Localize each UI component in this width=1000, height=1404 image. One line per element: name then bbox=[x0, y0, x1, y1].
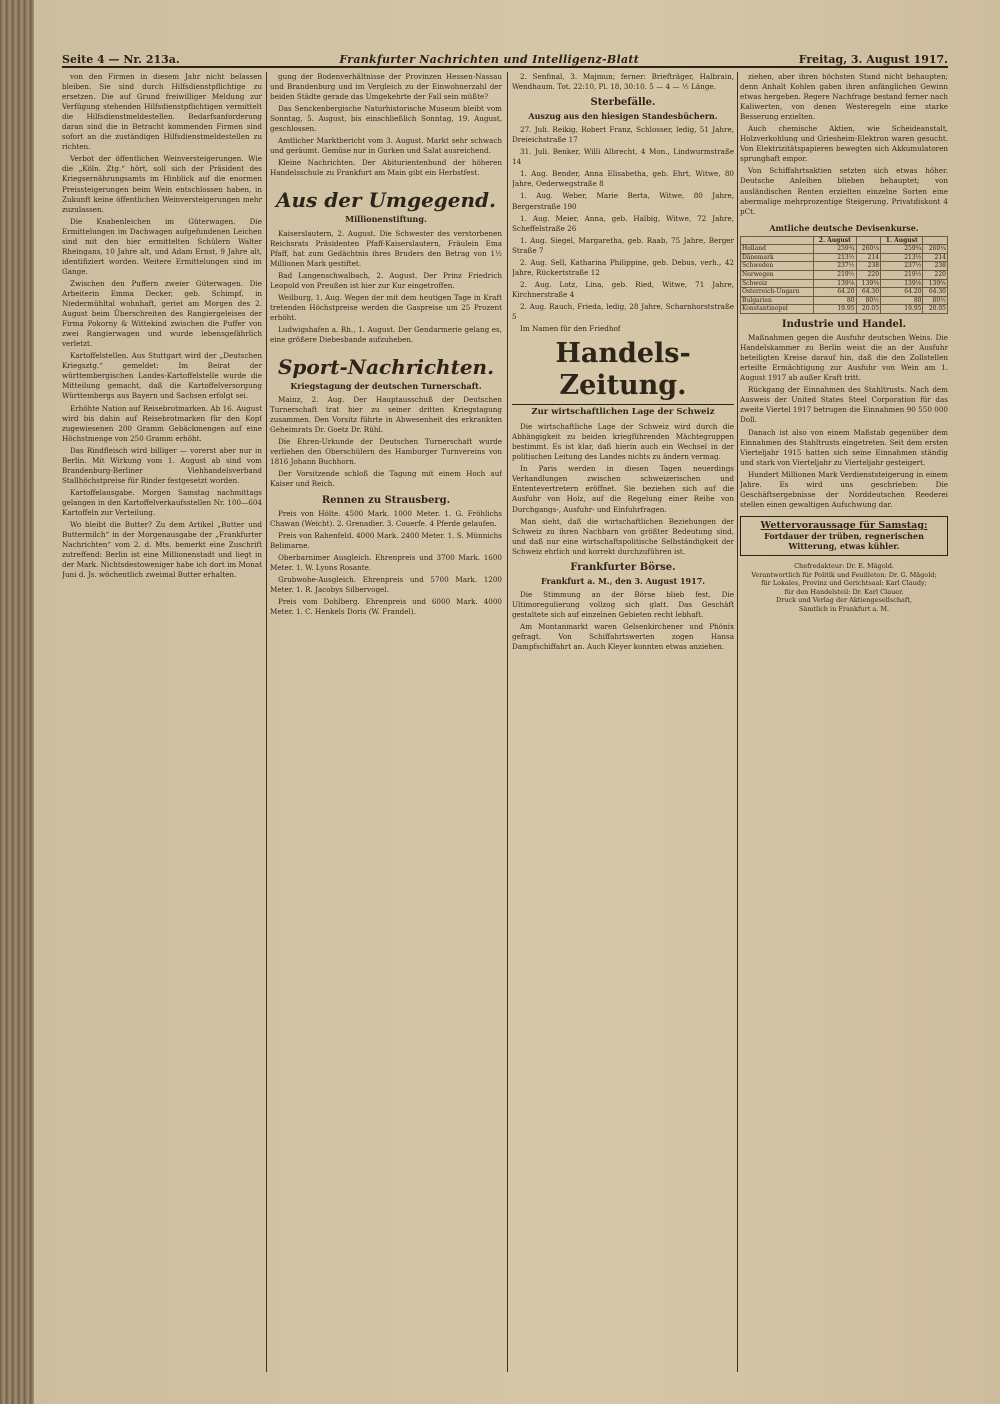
handels-zeitung-title: Handels-Zeitung. bbox=[555, 338, 691, 402]
rate-cell: 2. August bbox=[814, 236, 856, 245]
rate-cell: 1. August bbox=[881, 236, 923, 245]
article-paragraph: Zwischen den Puffern zweier Güterwagen. Die Arbeiterin Emma Decker, geb. Schimpf, in Niedermühltal wohnhaft, geriet am Morgen des 2. August beim Überschreiten des Rangiergeleises der Firma Pokorny & Wittekind zwischen die Puffer von zwei Rangierwagen und wurde lebensgefährlich verletzt. bbox=[62, 278, 262, 349]
section-title-umgegend: Aus der Umgegend. bbox=[276, 188, 496, 213]
deaths-heading: Sterbefälle. bbox=[590, 97, 656, 109]
rate-cell bbox=[856, 236, 881, 245]
rate-cell: 80 bbox=[881, 296, 923, 305]
death-entry: 1. Aug. Siegel, Margaretha, geb. Raab, 75 Jahre, Berger Straße 7 bbox=[512, 235, 734, 255]
rate-cell: 64.30 bbox=[856, 288, 881, 297]
article-paragraph: Hundert Millionen Mark Verdienststeigerung in einem Jahre. Es wird uns geschrieben: Die Geschäftsergebnisse der Norddeutschen Reederei stellen einen gewaltigen Aufschwung dar. bbox=[740, 469, 948, 509]
rate-cell: Österreich-Ungarn bbox=[741, 288, 814, 297]
death-entry: 1. Aug. Bender, Anna Elisabetha, geb. Ehrt, Witwe, 80 Jahre, Oederwegstraße 8 bbox=[512, 169, 734, 189]
article-paragraph: Kartoffelausgabe. Morgen Samstag nachmittags gelangen in den Kartoffelverkaufsstellen Nr. 100—604 Kartoffeln zur Verteilung. bbox=[62, 487, 262, 517]
article-paragraph: Die wirtschaftliche Lage der Schweiz wird durch die Abhängigkeit zu beiden kriegführenden Mächtegruppen bestimmt. Es ist klar, daß hierin auch ein Wechsel in der politischen Leitung des Landes nichts zu ändern vermag. bbox=[512, 422, 734, 462]
rate-cell: 64.20 bbox=[814, 288, 856, 297]
column-4 bbox=[740, 72, 948, 1372]
rate-cell: 139⅛ bbox=[814, 279, 856, 288]
page-header bbox=[62, 44, 948, 68]
article-paragraph: Das Senckenbergische Naturhistorische Museum bleibt vom Sonntag, 5. August, bis einschließlich Sonntag, 19. August, geschlossen. bbox=[270, 104, 502, 134]
race-result: Preis vom Dohlberg. Ehrenpreis und 6000 Mark. 4000 Meter. 1. C. Henkels Doris (W. Frandel). bbox=[270, 596, 502, 616]
rate-cell: 20.05 bbox=[923, 305, 948, 314]
article-paragraph: Die Stimmung an der Börse blieb fest. Die Ultimoregulierung vollzog sich glatt. Das Geschäft gestaltete sich auf einzelnen Gebieten recht lebhaft. bbox=[512, 589, 734, 619]
imprint-line: für Lokales, Provinz und Gerichtsaal: Karl Claudy; bbox=[761, 579, 927, 588]
rate-cell: 214 bbox=[923, 253, 948, 262]
article-paragraph: In Paris werden in diesen Tagen neuerdings Verhandlungen zwischen schweizerischen und Ententevertretern eröffnet. Sie beziehen sich auf die Ausfuhr von Holz, auf die Regelung einer Reihe von Durchgangs-, Ausfuhr- und Einfuhrfragen. bbox=[512, 464, 734, 514]
weather-heading: Wettervoraussage für Samstag: bbox=[760, 519, 928, 531]
article-paragraph: Maßnahmen gegen die Ausfuhr deutschen Weins. Die Handelskammer zu Berlin weist die an der Ausfuhr beteiligten Kreise darauf hin, daß die den Zollstellen erteilte Ermächtigung zur Ausfuhr von Wein am 1. August 1917 ab außer Kraft tritt. bbox=[740, 333, 948, 383]
race-result: Oberbarnimer Ausgleich. Ehrenpreis und 3700 Mark. 1600 Meter. 1. W. Lyons Rosante. bbox=[270, 552, 502, 572]
deaths-subheading: Auszug aus den hiesigen Standesbüchern. bbox=[528, 111, 718, 122]
rate-cell: Schweiz bbox=[741, 279, 814, 288]
rate-cell: Holland bbox=[741, 245, 814, 254]
rate-cell: 80½ bbox=[923, 296, 948, 305]
exchange-rates-table bbox=[740, 236, 948, 314]
rates-header-row bbox=[741, 236, 948, 245]
article-paragraph: Man sieht, daß die wirtschaftlichen Beziehungen der Schweiz zu ihren Nachbarn von größter Bedeutung sind, und daß nur eine wirtschaftspolitische Selbständigkeit der Schweiz ehrlich und korrekt durchzuführen ist. bbox=[512, 516, 734, 556]
race-result: Preis von Rahenfeld. 4000 Mark. 2400 Meter. 1. S. Münnichs Belimarne. bbox=[270, 530, 502, 550]
rate-cell: Dänemark bbox=[741, 253, 814, 262]
death-entry: 2. Aug. Rauch, Frieda, ledig, 28 Jahre, Scharnhorststraße 5 bbox=[512, 301, 734, 321]
article-paragraph: Kartoffelstellen. Aus Stuttgart wird der „Deutschen Kriegsztg.“ gemeldet: Im Beirat der württembergischen Landes-Kartoffelstelle wurde die Mitteilung gemacht, daß die Kartoffelversorgung Württembergs aus Bayern und Sachsen erfolgt sei. bbox=[62, 351, 262, 401]
article-paragraph: gung der Bodenverhältnisse der Provinzen Hessen-Nassau und Brandenburg und im Vergleich zu der Einwohnerzahl der beiden Städte gerade das Umgekehrte der Fall sein müßte? bbox=[270, 72, 502, 102]
rates-row bbox=[741, 296, 948, 305]
rate-cell: 213½ bbox=[814, 253, 856, 262]
imprint-line: Chefredakteur: Dr. E. Mägold. bbox=[794, 562, 894, 571]
article-paragraph: Amtlicher Marktbericht vom 3. August. Markt sehr schwach und geräumt. Gemüse nur in Gurken und Salat ausreichend. bbox=[270, 136, 502, 156]
rate-cell: 19.95 bbox=[814, 305, 856, 314]
rate-cell: 139⅛ bbox=[881, 279, 923, 288]
bourse-heading: Frankfurter Börse. bbox=[570, 561, 676, 573]
rate-cell: 237½ bbox=[814, 262, 856, 271]
rates-row bbox=[741, 262, 948, 271]
column-2 bbox=[270, 72, 502, 1372]
article-paragraph: Mainz, 2. Aug. Der Hauptausschuß der Deutschen Turnerschaft trat hier zu seiner dritten Kriegstagung zusammen. Den Vorsitz führte in Abwesenheit des erkrankten Geheimrats Dr. Goetz Dr. Rühl. bbox=[270, 395, 502, 435]
death-entry: 31. Juli. Benker, Willi Albrecht, 4 Mon., Lindwurmstraße 14 bbox=[512, 147, 734, 167]
rate-cell: 259¾ bbox=[881, 245, 923, 254]
rate-cell: 19.95 bbox=[881, 305, 923, 314]
rate-cell: 219½ bbox=[814, 271, 856, 280]
rate-cell: 220 bbox=[856, 271, 881, 280]
bourse-dateline: Frankfurt a. M., den 3. August 1917. bbox=[540, 575, 706, 586]
death-entry: 2. Aug. Lotz, Lina, geb. Ried, Witwe, 71 Jahre, Kirchnerstraße 4 bbox=[512, 279, 734, 299]
rate-cell: Norwegen bbox=[741, 271, 814, 280]
column-rule bbox=[266, 72, 267, 1372]
article-paragraph: Wo bleibt die Butter? Zu dem Artikel „Butter und Buttermilch“ in der Morgenausgabe der „Frankfurter Nachrichten“ vom 2. d. Mts. bemerkt eine Zuschrift zutreffend: Berlin ist eine Millionenstadt und liegt in der Mark. Nichtsdestoweniger habe ich dort im Monat Juni d. Js. wöchentlich zweimal Butter erhalten. bbox=[62, 520, 262, 580]
article-paragraph: ziehen, aber ihren höchsten Stand nicht behaupten; denn Anhalt Kohlen gaben ihren anfänglichen Gewinn etwas hergeben. Regere Nachfrage bestand ferner nach Kaliwerten, von denen Westeregeln eine starke Besserung erzielten. bbox=[740, 72, 948, 122]
rate-cell: 237½ bbox=[881, 262, 923, 271]
rates-row bbox=[741, 245, 948, 254]
article-paragraph: Ludwigshafen a. Rh., 1. August. Der Gendarmerie gelang es, eine größere Diebesbande aufzuheben. bbox=[270, 324, 502, 344]
rate-cell: 238 bbox=[856, 262, 881, 271]
masthead: Frankfurter Nachrichten und Intelligenz-Blatt bbox=[339, 53, 640, 66]
article-paragraph: Weilburg, 1. Aug. Wegen der mit dem heutigen Tage in Kraft tretenden Höchstpreise werden die Gaspreise um 25 Prozent erhöht. bbox=[270, 292, 502, 322]
rate-cell: 80 bbox=[814, 296, 856, 305]
article-paragraph: Die Knabenleichen im Güterwagen. Die Ermittelungen im Dachwagen aufgefundenen Leichen sind mit den hier ermittelten Schülern Walter Rheingans, 10 Jahre alt, und Adam Ernst, 9 Jahre alt, identifiziert worden. Weitere Ermittelungen sind im Gange. bbox=[62, 216, 262, 276]
rate-cell: 64.20 bbox=[881, 288, 923, 297]
rate-cell: 139⅜ bbox=[923, 279, 948, 288]
article-paragraph: Kaiserslautern, 2. August. Die Schwester des verstorbenen Reichsrats Präsidenten Pfaff-Kaiserslautern, Fräulein Ema Pfaff, hat zum Gedächtnis ihres Bruders den Betrag von 1½ Millionen Mark gestiftet. bbox=[270, 228, 502, 268]
rate-cell: 220 bbox=[923, 271, 948, 280]
article-paragraph: Danach ist also von einem Maßstab gegenüber dem Einnahmen des Stahltrusts eingetreten. Seit dem ersten Vierteljahr 1915 hatten sich seine Einnahmen ständig und stark von Vierteljahr zu Vierteljahr gesteigert. bbox=[740, 427, 948, 467]
weather-forecast: Fortdauer der trüben, regnerischen Witterung, etwas kühler. bbox=[764, 530, 924, 551]
industry-heading: Industrie und Handel. bbox=[781, 319, 907, 331]
races-heading: Rennen zu Strausberg. bbox=[321, 494, 451, 506]
handels-zeitung-subtitle: Zur wirtschaftlichen Lage der Schweiz bbox=[512, 404, 734, 417]
column-rule bbox=[507, 72, 508, 1372]
rate-cell: 260¼ bbox=[923, 245, 948, 254]
section-title-sport: Sport-Nachrichten. bbox=[277, 355, 495, 380]
rate-cell: 139⅜ bbox=[856, 279, 881, 288]
rate-cell: 219½ bbox=[881, 271, 923, 280]
issue-date: Freitag, 3. August 1917. bbox=[798, 53, 948, 66]
rate-cell: 20.05 bbox=[856, 305, 881, 314]
rates-row bbox=[741, 271, 948, 280]
imprint-line: Verantwortlich für Politik und Feuilleton: Dr. G. Mägold; bbox=[751, 570, 937, 579]
exchange-rates-heading: Amtliche deutsche Devisenkurse. bbox=[769, 222, 919, 233]
book-spine bbox=[0, 0, 34, 1404]
rate-cell: 238 bbox=[923, 262, 948, 271]
rate-cell: 259¾ bbox=[814, 245, 856, 254]
rates-row bbox=[741, 279, 948, 288]
article-paragraph: Erhöhte Nation auf Reisebrotmarken. Ab 16. August wird bis dahin auf Reisebrotmarken für den Kopf zugewiesenen 200 Gramm Gebäckmengen auf eine Höchstmenge von 250 Gramm erhöht. bbox=[62, 403, 262, 443]
imprint-line: Sämtlich in Frankfurt a. M. bbox=[798, 604, 890, 613]
column-1 bbox=[62, 72, 262, 1372]
article-paragraph: Die Ehren-Urkunde der Deutschen Turnerschaft wurde verliehen den Oberschülern des Hamburger Turnvereins von 1816 Johann Buchhorn. bbox=[270, 437, 502, 467]
weather-box bbox=[740, 516, 948, 556]
imprint-line: Druck und Verlag der Aktiengesellschaft, bbox=[776, 596, 912, 605]
article-paragraph: Auch chemische Aktien, wie Scheideanstalt, Holzverkohlung und Griesheim-Elektron waren gesucht. Von Elektrizitätspapieren bewegten sich Akkumulatoren sprunghaft empor. bbox=[740, 124, 948, 164]
rate-cell: Bulgarien bbox=[741, 296, 814, 305]
rate-cell: Konstantinopel bbox=[741, 305, 814, 314]
article-paragraph: 2. Senfinal, 3. Majmun; ferner: Briefträger, Halbrain, Wendhaum. Tot. 22:10, Pl. 18, 30:10. 5 — 4 — ½ Länge. bbox=[512, 72, 734, 92]
rates-row bbox=[741, 253, 948, 262]
death-entry: 2. Aug. Sell, Katharina Philippine, geb. Debus, verh., 42 Jahre, Rückertstraße 12 bbox=[512, 257, 734, 277]
section-subtitle: Millionenstiftung. bbox=[345, 214, 427, 225]
article-paragraph: Das Rindfleisch wird billiger — vorerst aber nur in Berlin. Mit Wirkung vom 1. August ab sind vom Brandenburg-Berliner Viehhandelsverband Stallhöchstpreise für Rinder festgesetzt worden. bbox=[62, 445, 262, 485]
rate-cell: 80½ bbox=[856, 296, 881, 305]
imprint bbox=[740, 562, 948, 613]
article-paragraph: Rückgang der Einnahmen des Stahltrusts. Nach dem Ausweis der United States Steel Corporation für das zweite Viertel 1917 betrugen die Einnahmen 90 550 000 Doll. bbox=[740, 385, 948, 425]
rate-cell: 260¼ bbox=[856, 245, 881, 254]
death-entry: 1. Aug. Meier, Anna, geb. Halbig, Witwe, 72 Jahre, Scheffelstraße 26 bbox=[512, 213, 734, 233]
rate-cell: Schweden bbox=[741, 262, 814, 271]
column-3 bbox=[512, 72, 734, 1372]
article-paragraph: Bad Langenschwalbach, 2. August. Der Prinz Friedrich Leopold von Preußen ist hier zur Kur eingetroffen. bbox=[270, 270, 502, 290]
article-paragraph: Der Vorsitzende schloß die Tagung mit einem Hoch auf Kaiser und Reich. bbox=[270, 469, 502, 489]
deaths-note: Im Namen für den Friedhof bbox=[520, 324, 621, 334]
race-result: Preis von Hölte. 4500 Mark. 1000 Meter. 1. G. Fröhlichs Chawan (Weicht). 2. Grenadier. 3. Couerfe. 4 Pferde gelaufen. bbox=[270, 508, 502, 528]
article-paragraph: Verbot der öffentlichen Weinversteigerungen. Wie die „Köln. Ztg.“ hört, soll sich der Präsident des Kriegsernährungsamts im Hinblick auf die enormen Preissteigerungen beim Wein entschlossen haben, in Zukunft keine öffentlichen Weinversteigerungen mehr zuzulassen. bbox=[62, 154, 262, 214]
imprint-line: für den Handelsteil: Dr. Karl Clauer. bbox=[784, 587, 904, 596]
death-entry: 1. Aug. Weber, Marie Berta, Witwe, 80 Jahre, Bergerstraße 190 bbox=[512, 191, 734, 211]
race-result: Grubwohe-Ausgleich. Ehrenpreis und 5700 Mark. 1200 Meter. 1. R. Jacobys Silbervogel. bbox=[270, 574, 502, 594]
article-paragraph: Am Montanmarkt waren Gelsenkirchener und Phönix gefragt. Von Schiffahrtswerten zogen Hansa Dampfschiffahrt an. Auch Kleyer konnten etwas anziehen. bbox=[512, 621, 734, 652]
rate-cell bbox=[741, 236, 814, 245]
section-subtitle: Kriegstagung der deutschen Turnerschaft. bbox=[290, 381, 482, 392]
rate-cell bbox=[923, 236, 948, 245]
article-paragraph: Kleine Nachrichten. Der Abiturientenbund der höheren Handelsschule zu Frankfurt am Main gibt ein Herbstfest. bbox=[270, 158, 502, 178]
rates-row bbox=[741, 305, 948, 314]
rate-cell: 64.30 bbox=[923, 288, 948, 297]
article-paragraph: von den Firmen in diesem Jahr nicht belassen bleiben. Sie sind durch Hilfsdienstpflichtige zu ersetzen. Die auf Grund freiwilliger Meldung zur Verfügung stehenden Hilfsdienstpflichtigen vermittelt die Hilfsdienstmeldestellen. Bedarfsanforderung daran sind die in Betracht kommenden Firmen sind sofort an die zuständigen Hilfsdienstmeldestellen zu richten. bbox=[62, 72, 262, 152]
rate-cell: 214 bbox=[856, 253, 881, 262]
column-rule bbox=[737, 72, 738, 1372]
page-label: Seite 4 — Nr. 213a. bbox=[62, 53, 180, 66]
rate-cell: 213½ bbox=[881, 253, 923, 262]
rates-row bbox=[741, 288, 948, 297]
death-entry: 27. Juli. Reikig, Robert Franz, Schlosser, ledig, 51 Jahre, Dreieichstraße 17 bbox=[512, 125, 734, 145]
article-paragraph: Von Schiffahrtsaktien setzten sich etwas höher. Deutsche Anleihen blieben behauptet; von ausländischen Renten erzielten einzelne Sorten eine abermalige mehrprozentige Steigerung. Privatdiskont 4 pCt. bbox=[740, 166, 948, 216]
